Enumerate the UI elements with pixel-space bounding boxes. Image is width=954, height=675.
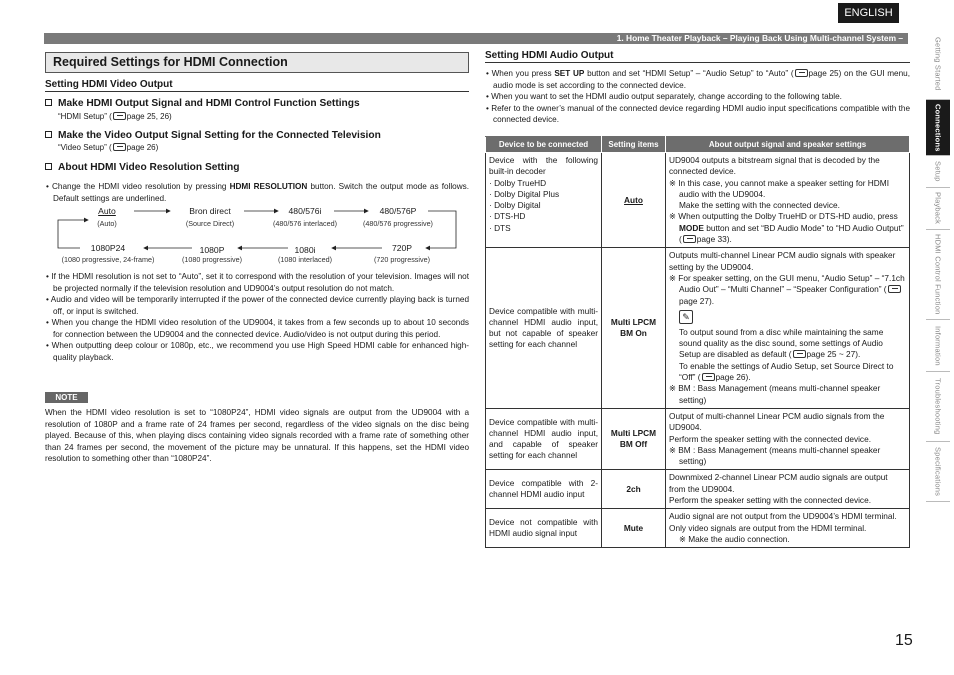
audio-heading: Setting HDMI Audio Output (485, 50, 910, 63)
list-item: • Refer to the owner’s manual of the connected device regarding HDMI audio input specifications compatible with the connected device. (486, 103, 910, 124)
setting-cell: Multi LPCM BM Off (602, 408, 666, 469)
side-tab-nav (926, 28, 950, 502)
page-number: 15 (895, 632, 913, 649)
video-heading: Setting HDMI Video Output (45, 79, 469, 92)
list-item: • When you change the HDMI video resolution of the UD9004, it takes from a few seconds up to about 10 seconds for connection between the UD9004 and the connected device. Audio/video is not output during this period. (46, 318, 469, 339)
note-badge: NOTE (45, 392, 88, 403)
flow-caption: (480/576 progressive) (363, 219, 433, 228)
tab-hdmi-control[interactable]: HDMI Control Function (926, 230, 950, 320)
flow-node: 1080P (199, 245, 225, 255)
checkbox-icon (45, 131, 52, 138)
item1-ref: “HDMI Setup” ( page 25, 26) (58, 112, 172, 121)
table-row (486, 470, 910, 509)
description-cell: UD9004 outputs a bitstream signal that is decoded by the connected device. ※ In this case, you cannot make a speaker setting for HDMI audio with the UD9004. Make the setting with the connected device. ※ When outputting the Dolby TrueHD or DTS-HD audio, press MODE button and set “BD Audio Mode” to “HD Audio Output” ( page 33). (666, 153, 910, 248)
description-cell: Downmixed 2-channel Linear PCM audio signals are output from the UD9004. Perform the speaker setting with the connected device. (666, 470, 910, 509)
list-item: • If the HDMI resolution is not set to “Auto”, set it to correspond with the resolution of your television. Images will not be projected normally if the television resolution and UD9004’s output resolution do not match. (46, 272, 469, 293)
flow-node-auto: Auto (98, 206, 116, 216)
checkbox-icon (45, 163, 52, 170)
tab-information[interactable]: Information (926, 320, 950, 372)
flow-caption: (Source Direct) (185, 219, 235, 228)
tab-getting-started[interactable]: Getting Started (926, 28, 950, 100)
language-badge: ENGLISH (838, 3, 899, 23)
table-row (486, 153, 910, 248)
setting-cell: Multi LPCM BM On (602, 248, 666, 409)
list-item: • Audio and video will be temporarily interrupted if the power of the connected device currently playing back is turned off, or input is switched. (46, 295, 469, 316)
description-cell: Output of multi-channel Linear PCM audio signals from the UD9004. Perform the speaker setting with the connected device. ※ BM : Bass Management (means multi-channel speaker setting) (666, 408, 910, 469)
resolution-change-text: • Change the HDMI video resolution by pressing HDMI RESOLUTION button. Switch the output mode as follows. Default settings are underlined. (46, 182, 469, 203)
checkbox-icon (45, 99, 52, 106)
setting-cell: Auto (602, 153, 666, 248)
page-ref-icon (793, 350, 806, 358)
table-row (486, 248, 910, 409)
flow-node: 480/576i (288, 206, 322, 216)
description-cell: Outputs multi-channel Linear PCM audio signals with speaker setting by the UD9004. ※ For speaker setting, on the GUI menu, “Audio Setup” – “7.1ch Audio Out” – “Multi Channel” – “Speaker Configuration” (page 27). ✎ To output sound from a disc while maintaining the same sound quality as the disc sound, some settings of Audio Setup are disabled as default ( page 25 ~ 27). To enable the settings of Audio Setup, set Source Direct to “Off” ( page 26). ※ BM : Bass Management (means multi-channel speaker setting) (666, 248, 910, 409)
resolution-flow-diagram (52, 204, 468, 268)
flow-caption: (1080 progressive) (182, 255, 242, 264)
page-ref-icon (683, 235, 696, 243)
column-header: Setting items (602, 137, 666, 153)
flow-caption: (1080 interlaced) (278, 255, 332, 264)
flow-node: 1080P24 (90, 243, 126, 253)
description-cell: Audio signal are not output from the UD9004’s HDMI terminal. Only video signals are output from the HDMI terminal. ※ Make the audio connection. (666, 509, 910, 548)
resolution-notes (45, 271, 469, 363)
table-header-row (486, 137, 910, 153)
tab-connections[interactable]: Connections (926, 100, 950, 156)
list-item: • When you press SET UP button and set “HDMI Setup” – “Audio Setup” to “Auto” ( page 25) on the GUI menu, audio mode is set according to the connected device. (486, 69, 910, 90)
device-cell: Device compatible with multi-channel HDMI audio input, and capable of speaker setting for each channel (486, 408, 602, 469)
flow-node: 1080i (294, 245, 316, 255)
setting-cell: 2ch (602, 470, 666, 509)
page-ref-icon (113, 112, 126, 120)
tab-troubleshooting[interactable]: Troubleshooting (926, 372, 950, 442)
flow-node: 480/576P (379, 206, 417, 216)
audio-settings-table (485, 136, 910, 548)
item3-title: About HDMI Video Resolution Setting (45, 162, 239, 173)
item2-title: Make the Video Output Signal Setting for the Connected Television (45, 130, 381, 141)
flow-caption: (480/576 interlaced) (273, 219, 337, 228)
section-title: Required Settings for HDMI Connection (45, 52, 469, 73)
flow-node: 720P (391, 243, 413, 253)
device-cell: Device not compatible with HDMI audio signal input (486, 509, 602, 548)
column-header: About output signal and speaker settings (666, 137, 910, 153)
tab-playback[interactable]: Playback (926, 188, 950, 230)
page-ref-icon (795, 69, 808, 77)
pencil-icon: ✎ (679, 310, 693, 324)
list-item: • When outputting deep colour or 1080p, etc., we recommend you use High Speed HDMI cable for enhanced high-quality playback. (46, 341, 469, 362)
table-row (486, 408, 910, 469)
tab-specifications[interactable]: Specifications (926, 442, 950, 502)
flow-node: Bron direct (189, 206, 231, 216)
tab-setup[interactable]: Setup (926, 156, 950, 188)
table-row (486, 509, 910, 548)
flow-caption: (720 progressive) (374, 255, 430, 264)
list-item: • When you want to set the HDMI audio output separately, change according to the following table. (486, 92, 842, 101)
audio-bullets (485, 68, 910, 126)
setting-cell: Mute (602, 509, 666, 548)
note-text: When the HDMI video resolution is set to “1080P24”, HDMI video signals are output from the UD9004 with a resolution of 1080P and a frame rate of 24 frames per second, regardless of the video signals on the disc being played. Because of this, when playing discs containing video signals recorded with a frame rate of something other than 24 frames per second, the movement of the picture may be unnatural. If this happens, set the HDMI video resolution to something other than “1080P24”. (45, 408, 469, 463)
device-cell: Device compatible with multi-channel HDMI audio input, but not capable of speaker setting for each channel (486, 248, 602, 409)
page-ref-icon (888, 285, 901, 293)
running-title: 1. Home Theater Playback – Playing Back Using Multi-channel System – (44, 33, 908, 44)
page-ref-icon (113, 143, 126, 151)
item1-title: Make HDMI Output Signal and HDMI Control Function Settings (45, 98, 360, 109)
page-ref-icon (702, 373, 715, 381)
column-header: Device to be connected (486, 137, 602, 153)
device-cell: Device compatible with 2-channel HDMI audio input (486, 470, 602, 509)
item2-ref: “Video Setup” ( page 26) (58, 143, 159, 152)
device-cell: Device with the following built-in decoder · Dolby TrueHD · Dolby Digital Plus · Dolby Digital · DTS-HD · DTS (486, 153, 602, 248)
flow-caption: (1080 progressive, 24-frame) (61, 255, 155, 264)
flow-caption: (Auto) (97, 219, 117, 228)
